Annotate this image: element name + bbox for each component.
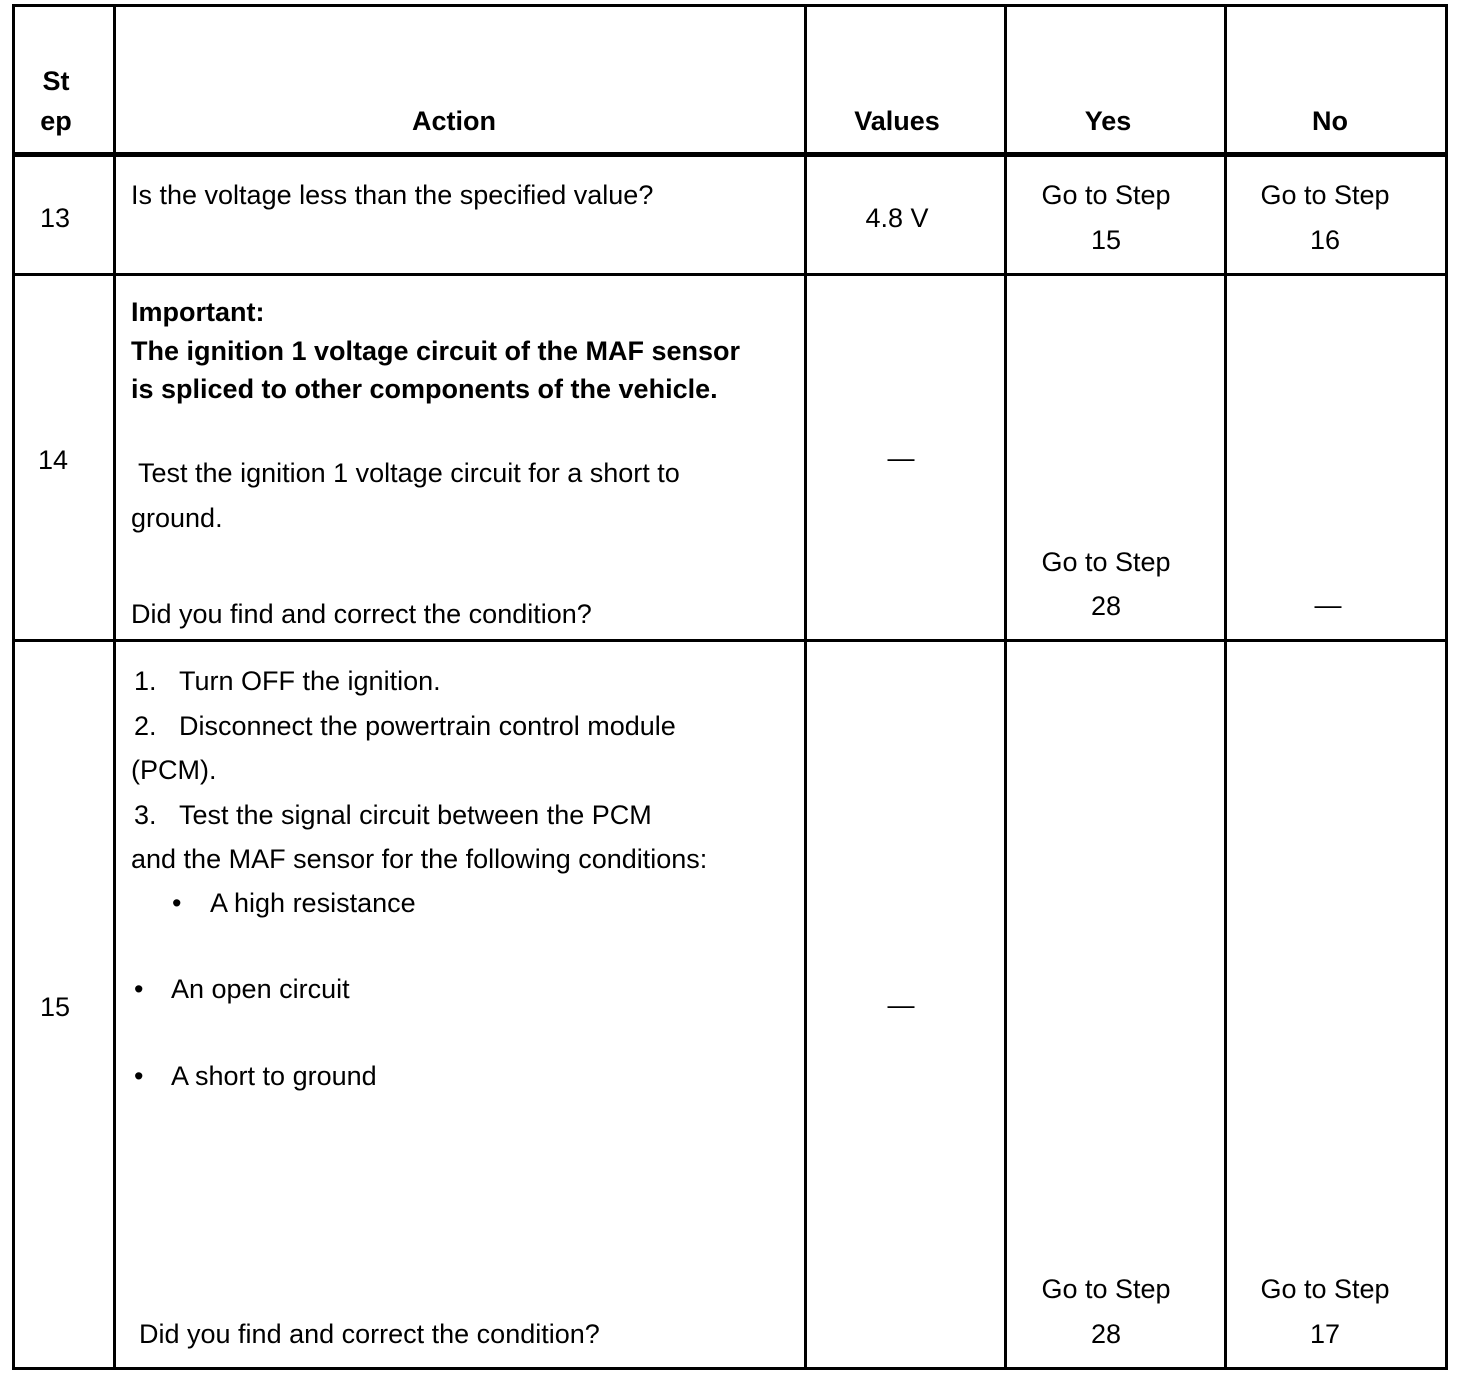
row15-item1-number: 1. [134, 666, 157, 696]
row13-no-line1: Go to Step [1260, 180, 1390, 210]
header-step-line2: ep [40, 106, 72, 136]
row13-step: 13 [40, 203, 71, 233]
row15-item2-number: 2. [134, 711, 157, 741]
row15-no-line1: Go to Step [1260, 1274, 1390, 1304]
header-divider [12, 152, 1448, 157]
header-no: No [1312, 106, 1348, 136]
row-divider-13-14 [12, 273, 1448, 276]
row13-no-line2: 16 [1309, 225, 1341, 255]
col-divider-step [113, 4, 116, 1370]
header-values: Values [854, 106, 940, 136]
row15-step: 15 [40, 992, 71, 1022]
row15-item3: Test the signal circuit between the PCM [179, 800, 652, 830]
row15-item2: Disconnect the powertrain control module [179, 711, 676, 741]
row15-condition-2: An open circuit [171, 974, 350, 1004]
row15-bullet-1: • [172, 888, 182, 918]
row14-test-line2: ground. [131, 503, 223, 533]
row14-step: 14 [38, 445, 69, 475]
col-divider-action [804, 4, 807, 1370]
row15-yes-line1: Go to Step [1041, 1274, 1171, 1304]
table-border-bottom [12, 1367, 1448, 1370]
header-step-line1: St [42, 66, 70, 96]
row15-question: Did you find and correct the condition? [139, 1319, 600, 1349]
row14-question: Did you find and correct the condition? [131, 599, 592, 629]
row15-yes-line2: 28 [1090, 1319, 1122, 1349]
header-action: Action [412, 106, 496, 136]
row15-item3-number: 3. [134, 800, 157, 830]
row13-value: 4.8 V [865, 203, 929, 233]
row-divider-14-15 [12, 639, 1448, 642]
table-border-left [12, 4, 15, 1370]
row14-important-line1: The ignition 1 voltage circuit of the MAF sensor [131, 336, 741, 366]
row15-item1: Turn OFF the ignition. [179, 666, 441, 696]
col-divider-values [1004, 4, 1007, 1370]
row13-yes-line1: Go to Step [1041, 180, 1171, 210]
row15-bullet-3: • [134, 1061, 144, 1091]
row14-important-label: Important: [131, 297, 265, 327]
row14-yes-line2: 28 [1090, 591, 1122, 621]
col-divider-yes [1224, 4, 1227, 1370]
row15-bullet-2: • [134, 974, 144, 1004]
row15-item3-continued: and the MAF sensor for the following conditions: [131, 844, 708, 874]
table-border-right [1445, 4, 1448, 1370]
row14-yes-line1: Go to Step [1041, 547, 1171, 577]
row14-no: — [1314, 590, 1342, 620]
row14-value: — [887, 443, 915, 473]
header-yes: Yes [1084, 106, 1132, 136]
table-border-top [12, 4, 1448, 7]
row13-yes-line2: 15 [1090, 225, 1122, 255]
row14-important-line2: is spliced to other components of the vehicle. [131, 374, 718, 404]
row15-condition-3: A short to ground [171, 1061, 377, 1091]
row15-condition-1: A high resistance [210, 888, 416, 918]
row15-value: — [887, 990, 915, 1020]
row15-item2-continued: (PCM). [131, 755, 217, 785]
row15-no-line2: 17 [1309, 1319, 1341, 1349]
row14-test-line1: Test the ignition 1 voltage circuit for a short to [131, 458, 680, 488]
row13-action: Is the voltage less than the specified value? [131, 180, 654, 210]
